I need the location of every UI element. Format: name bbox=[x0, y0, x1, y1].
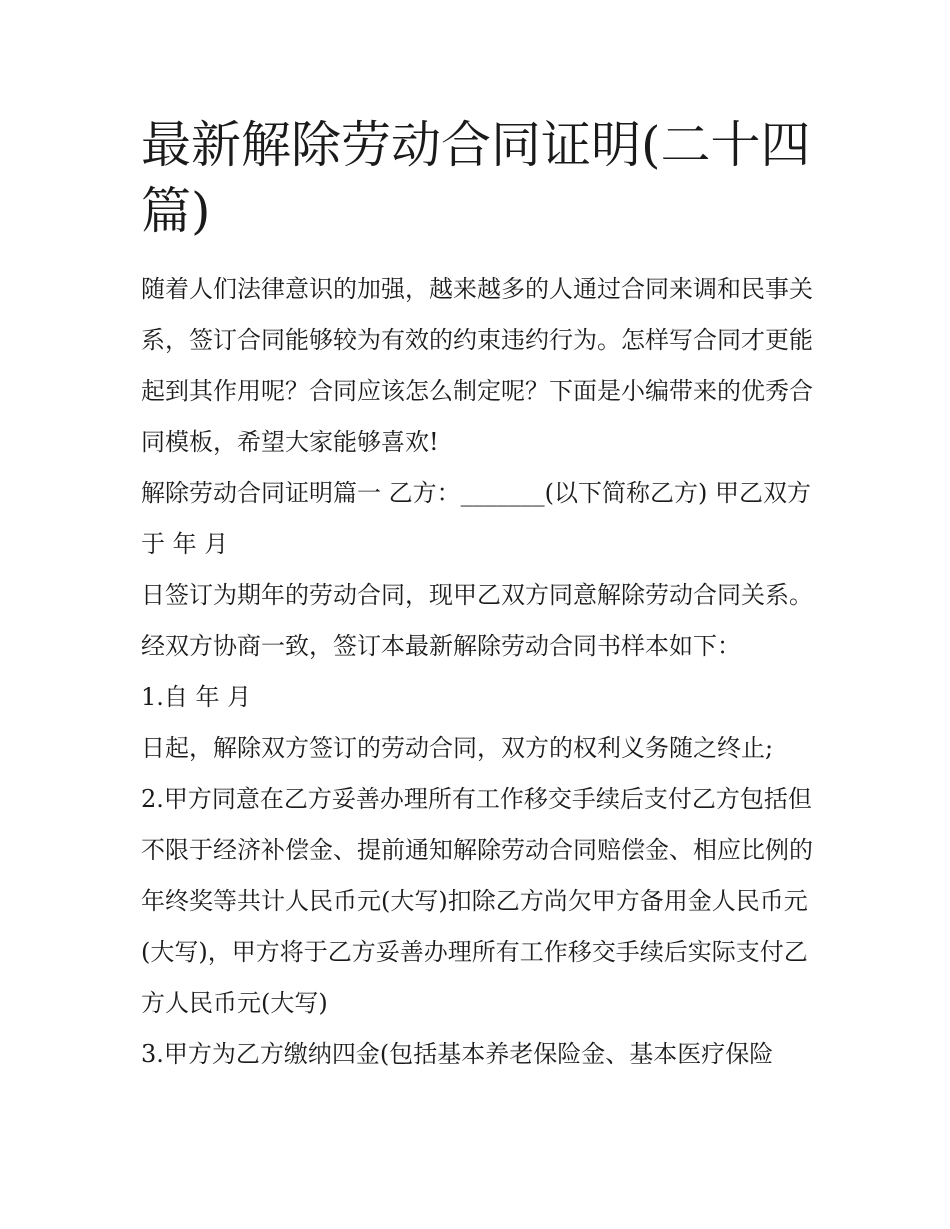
intro-paragraph: 随着人们法律意识的加强，越来越多的人通过合同来调和民事关系，签订合同能够较为有效的约束违约行为。怎样写合同才更能起到其作用呢？合同应该怎么制定呢？下面是小编带来的优秀合同模板，希望大家能够喜欢! bbox=[141, 275, 813, 456]
clause-1-body: 日起，解除双方签订的劳动合同，双方的权利义务随之终止; bbox=[141, 734, 774, 762]
clause-2: 2.甲方同意在乙方妥善办理所有工作移交手续后支付乙方包括但不限于经济补偿金、提前通知解除劳动合同赔偿金、相应比例的年终奖等共计人民币元(大写)扣除乙方尚欠甲方备用金人民币元(大写)，甲方将于乙方妥善办理所有工作移交手续后实际支付乙方人民币元(大写) bbox=[141, 785, 813, 1017]
clause-3: 3.甲方为乙方缴纳四金(包括基本养老保险金、基本医疗保险 bbox=[141, 1040, 774, 1068]
document-page bbox=[141, 112, 821, 1080]
clause-1-start: 1.自 年 月 bbox=[141, 683, 252, 711]
contract-signing-paragraph: 日签订为期年的劳动合同，现甲乙双方同意解除劳动合同关系。经双方协商一致，签订本最新解除劳动合同书样本如下： bbox=[141, 581, 813, 660]
section-one-heading: 解除劳动合同证明篇一 乙方：_______(以下简称乙方) 甲乙双方于 年 月 bbox=[141, 479, 811, 558]
document-title: 最新解除劳动合同证明(二十四篇) bbox=[141, 116, 811, 240]
